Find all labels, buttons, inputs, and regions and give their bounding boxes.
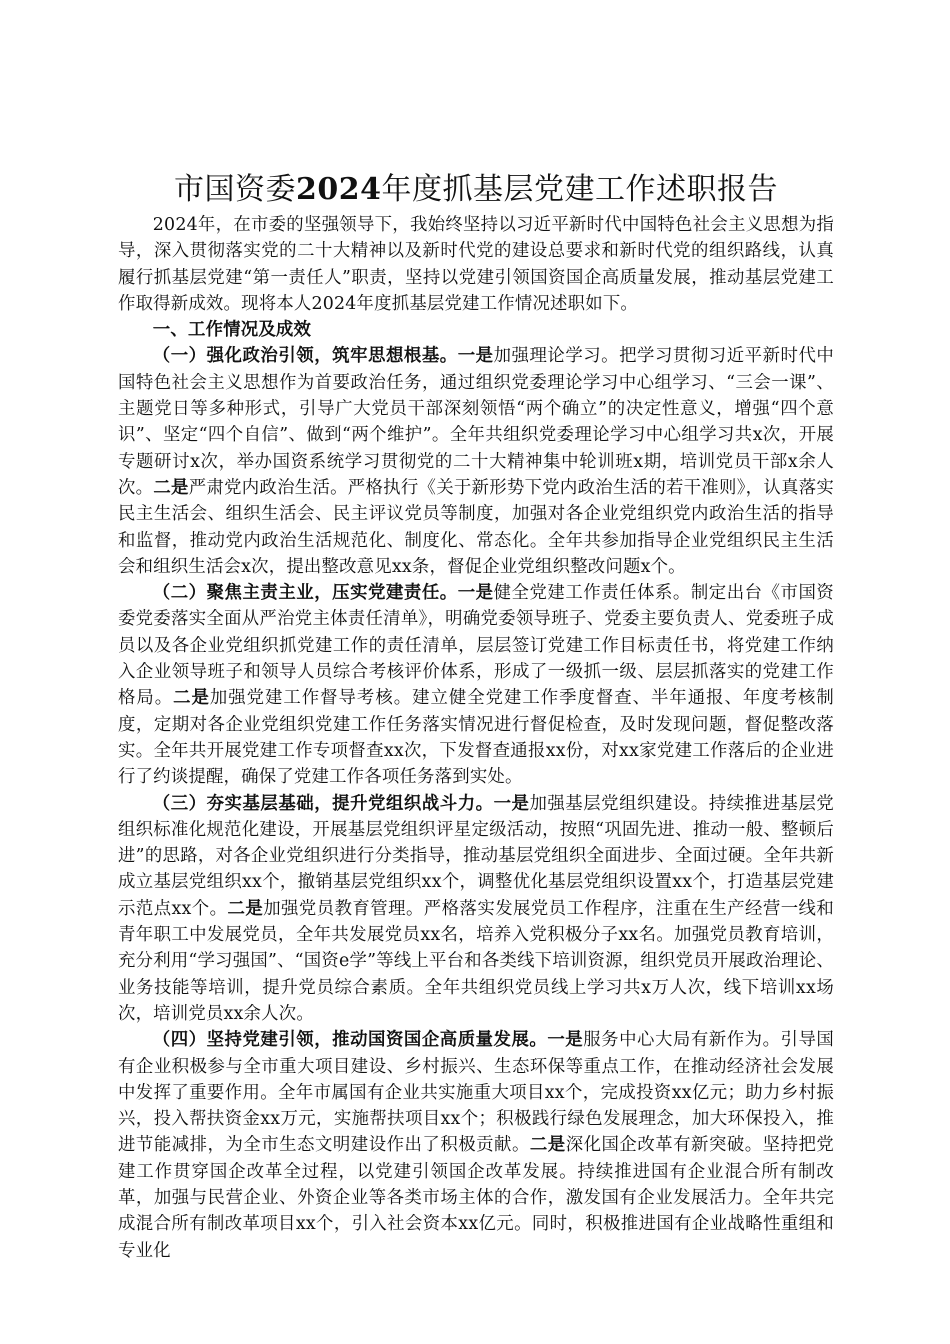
point-marker: 二是 <box>153 477 189 498</box>
title-suffix: 年度抓基层党建工作述职报告 <box>381 172 778 207</box>
subsection-heading: （一）强化政治引领，筑牢思想根基。 <box>152 346 458 367</box>
paragraph-text: 加强理论学习。把学习贯彻习近平新时代中国特色社会主义思想作为首要政治任务，通过组织党委理论学习中心组学习、“三会一课”、主题党日等多种形式，引导广大党员干部深刻领悟“两个确立”的决定性意义，增强“四个意识”、坚定“四个自信”、做到“两个维护”。全年共组织党委理论学习中心组学习共x次，开展专题研讨x次，举办国资系统学习贯彻党的二十大精神集中轮训班x期，培训党员干部x余人次。 <box>118 346 834 498</box>
paragraph-development <box>118 1027 834 1264</box>
paragraph-grassroots <box>118 791 834 1028</box>
point-marker: 一是 <box>493 793 530 814</box>
section-heading: 一、工作情况及成效 <box>152 320 312 341</box>
document-title <box>118 168 834 212</box>
paragraph-text: 健全党建工作责任体系。制定出台《市国资委党委落实全面从严治党主体责任清单》，明确党委领导班子、党委主要负责人、党委班子成员以及各企业党组织抓党建工作的责任清单，层层签订党建工作目标责任书，将党建工作纳入企业领导班子和领导人员综合考核评价体系，形成了一级抓一级、层层抓落实的党建工作格局。 <box>118 583 834 709</box>
point-marker: 二是 <box>529 1135 566 1156</box>
point-marker: 一是 <box>547 1030 584 1051</box>
subsection-heading: （三）夯实基层基础，提升党组织战斗力。 <box>152 793 494 814</box>
paragraph-text: 加强基层党组织建设。持续推进基层党组织标准化规范化建设，开展基层党组织评星定级活动，按照“巩固先进、推动一般、整顿后进”的思路，对各企业党组织进行分类指导，推动基层党组织全面进步、全面过硬。全年共新成立基层党组织xx个，撤销基层党组织xx个，调整优化基层党组织设置xx个，打造基层党建示范点xx个。 <box>118 793 834 919</box>
subsection-heading: （二）聚焦主责主业，压实党建责任。 <box>152 583 458 604</box>
paragraph-text: 服务中心大局有新作为。引导国有企业积极参与全市重大项目建设、乡村振兴、生态环保等重点工作，在推动经济社会发展中发挥了重要作用。全年市属国有企业共实施重大项目xx个，完成投资xx亿元；助力乡村振兴，投入帮扶资金xx万元，实施帮扶项目xx个；积极践行绿色发展理念，加大环保投入，推进节能减排，为全市生态文明建设作出了积极贡献。 <box>118 1030 834 1156</box>
subsection-heading: （四）坚持党建引领，推动国资国企高质量发展。 <box>152 1030 548 1051</box>
intro-paragraph: 2024年，在市委的坚强领导下，我始终坚持以习近平新时代中国特色社会主义思想为指导，深入贯彻落实党的二十大精神以及新时代党的建设总要求和新时代党的组织路线，认真履行抓基层党建“第一责任人”职责，坚持以党建引领国资国企高质量发展，推动基层党建工作取得新成效。现将本人2024年度抓基层党建工作情况述职如下。 <box>118 215 834 314</box>
point-marker: 二是 <box>173 688 210 709</box>
paragraph-political-guidance <box>118 343 834 580</box>
title-prefix: 市国资委 <box>174 172 296 207</box>
point-marker: 一是 <box>457 583 494 604</box>
point-marker: 一是 <box>457 346 494 367</box>
point-marker: 二是 <box>227 898 264 919</box>
title-year: 2024 <box>296 172 382 207</box>
paragraph-text: 深化国企改革有新突破。坚持把党建工作贯穿国企改革全过程，以党建引领国企改革发展。持续推进国有企业混合所有制改革，加强与民营企业、外资企业等各类市场主体的合作，激发国有企业发展活力。全年共完成混合所有制改革项目xx个，引入社会资本xx亿元。同时，积极推进国有企业战略性重组和专业化 <box>118 1135 834 1261</box>
paragraph-text: 严肃党内政治生活。严格执行《关于新形势下党内政治生活的若干准则》，认真落实民主生活会、组织生活会、民主评议党员等制度，加强对各企业党组织党内政治生活的指导和监督，推动党内政治生活规范化、制度化、常态化。全年共参加指导企业党组织民主生活会和组织生活会x次，提出整改意见xx条，督促企业党组织整改问题x个。 <box>118 477 834 577</box>
paragraph-text: 加强党员教育管理。严格落实发展党员工作程序，注重在生产经营一线和青年职工中发展党员，全年共发展党员xx名，培养入党积极分子xx名。加强党员教育培训，充分利用“学习强国”、“国资e学”等线上平台和各类线下培训资源，组织党员开展政治理论、业务技能等培训，提升党员综合素质。全年共组织党员线上学习共x万人次，线下培训xx场次，培训党员xx余人次。 <box>118 898 834 1024</box>
document-page <box>118 168 834 1264</box>
paragraph-responsibility <box>118 580 834 790</box>
paragraph-text: 加强党建工作督导考核。建立健全党建工作季度督查、半年通报、年度考核制度，定期对各企业党组织党建工作任务落实情况进行督促检查，及时发现问题，督促整改落实。全年共开展党建工作专项督查xx次，下发督查通报xx份，对xx家党建工作落后的企业进行了约谈提醒，确保了党建工作各项任务落到实处。 <box>118 688 834 788</box>
